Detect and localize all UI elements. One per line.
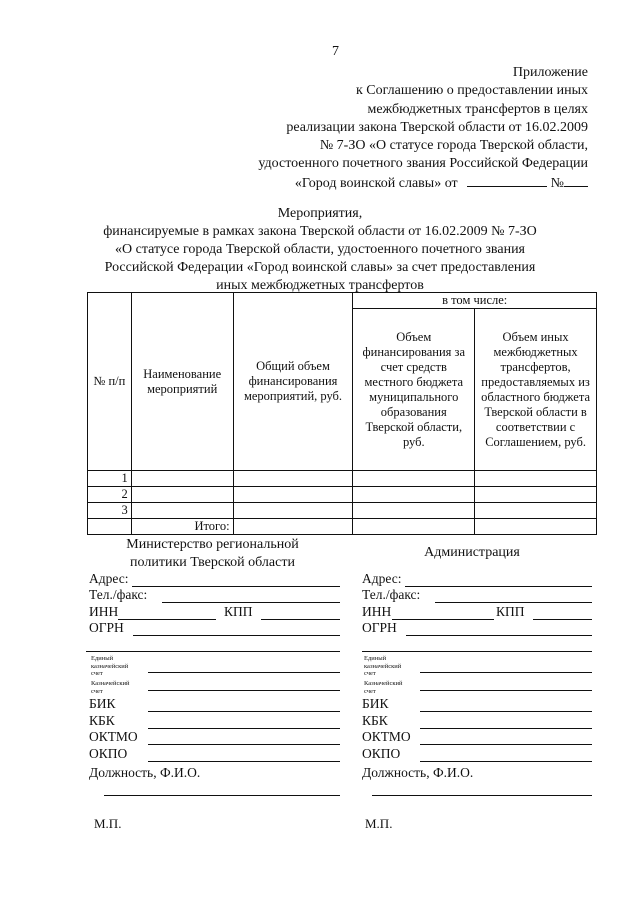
right-kpp-line (533, 619, 592, 620)
title-line: финансируемые в рамках закона Тверской области от 16.02.2009 № 7-ЗО (103, 224, 537, 239)
annex-line: удостоенного почетного звания Российской Федерации (258, 156, 588, 172)
annex-line: № 7-ЗО «О статусе города Тверской области, (319, 138, 588, 154)
ministry-title-line: Министерство региональной (126, 537, 299, 552)
left-tel-label: Тел./факс: (89, 587, 148, 602)
ministry-title (100, 536, 325, 572)
annex-number-label: № (550, 175, 564, 191)
table-cell (131, 503, 233, 519)
left-ogrn-label: ОГРН (89, 620, 124, 635)
left-blank-line (86, 651, 340, 652)
annex-line: Приложение (512, 65, 588, 80)
annex-last-line (258, 174, 588, 193)
annex-date-label: «Город воинской славы» от (294, 175, 458, 191)
left-inn-line (118, 619, 216, 620)
right-address-label: Адрес: (362, 571, 402, 586)
right-position-label: Должность, Ф.И.О. (362, 765, 474, 780)
table-cell (233, 471, 353, 487)
table-cell (131, 487, 233, 503)
small-text: казначейский (364, 662, 402, 670)
small-text: Казначейский (364, 680, 403, 687)
right-bik-line (420, 711, 592, 712)
small-text: Единый (91, 655, 114, 662)
measures-table (87, 292, 597, 535)
left-treasury-account-line (148, 690, 340, 691)
left-okpo-line (148, 761, 340, 762)
annex-line: к Соглашению о предоставлении иных (355, 83, 588, 99)
right-signature-line (372, 795, 592, 796)
table-cell (233, 503, 353, 519)
right-kbk-label: КБК (362, 713, 388, 728)
small-text: счет (91, 670, 103, 677)
table-cell (353, 503, 475, 519)
table-row (88, 503, 597, 519)
small-text: счет (364, 687, 376, 695)
left-okpo-label: ОКПО (89, 746, 128, 761)
right-tel-label: Тел./факс: (362, 587, 421, 602)
page-number: 7 (332, 44, 339, 59)
table-cell (88, 519, 132, 535)
left-kpp-line (261, 619, 340, 620)
right-tel-line (435, 602, 592, 603)
right-okpo-label: ОКПО (362, 746, 401, 761)
number-blank (564, 174, 588, 187)
annex-header (258, 64, 588, 193)
right-inn-line (392, 619, 494, 620)
left-tel-line (162, 602, 340, 603)
table-cell (475, 519, 597, 535)
left-inn-label: ИНН (89, 604, 119, 619)
left-oktmo-label: ОКТМО (89, 729, 138, 744)
document-title (60, 205, 580, 295)
table-total-row (88, 519, 597, 535)
ministry-title-line: политики Тверской области (130, 555, 295, 570)
left-bik-line (148, 711, 340, 712)
left-treasury-account-label (91, 680, 129, 695)
header-including: в том числе: (353, 293, 597, 309)
table-cell (233, 487, 353, 503)
row-number: 2 (88, 487, 132, 503)
left-kpp-label: КПП (224, 604, 253, 619)
right-treasury-account-line (420, 690, 592, 691)
annex-line: реализации закона Тверской области от 16.02.2009 (286, 119, 588, 135)
right-kpp-label: КПП (496, 604, 525, 619)
right-ogrn-line (406, 635, 592, 636)
left-bik-label: БИК (89, 696, 116, 711)
table-cell (353, 471, 475, 487)
title-line: «О статусе города Тверской области, удостоенного почетного звания (115, 242, 525, 257)
annex-line: межбюджетных трансфертов в целях (367, 101, 588, 117)
left-ogrn-line (133, 635, 340, 636)
left-signature-line (104, 795, 340, 796)
small-text: счет (364, 670, 376, 677)
right-bik-label: БИК (362, 696, 389, 711)
right-okpo-line (420, 761, 592, 762)
header-municipal: Объем финансирования за счет средств местного бюджета муниципального образования Тверской области, руб. (353, 309, 475, 471)
table-row (88, 487, 597, 503)
header-name: Наименование мероприятий (131, 293, 233, 471)
title-line: Российской Федерации «Город воинской славы» за счет предоставления (104, 260, 536, 275)
table-row (88, 471, 597, 487)
table-cell (131, 471, 233, 487)
left-address-label: Адрес: (89, 571, 129, 586)
small-text: Единый (364, 655, 387, 662)
right-kbk-line (420, 728, 592, 729)
left-kbk-label: КБК (89, 713, 115, 728)
header-num: № п/п (88, 293, 132, 471)
small-text: счет (91, 687, 103, 695)
left-stamp-label: М.П. (94, 816, 122, 831)
table-cell (475, 503, 597, 519)
row-number: 3 (88, 503, 132, 519)
right-address-line (405, 586, 592, 587)
right-treasury-single-line (420, 672, 592, 673)
administration-title: Администрация (424, 545, 520, 560)
right-blank-line (362, 651, 592, 652)
total-label: Итого: (131, 519, 233, 535)
small-text: казначейский (91, 662, 129, 670)
title-line: Мероприятия, (277, 206, 363, 221)
header-transfers: Объем иных межбюджетных трансфертов, предоставляемых из областного бюджета Тверской области в соответствии с Соглашением, руб. (475, 309, 597, 471)
row-number: 1 (88, 471, 132, 487)
right-inn-label: ИНН (362, 604, 392, 619)
header-total: Общий объем финансирования мероприятий, руб. (233, 293, 353, 471)
title-line: иных межбюджетных трансфертов (216, 278, 424, 293)
right-stamp-label: М.П. (365, 816, 393, 831)
left-treasury-single-line (148, 672, 340, 673)
table-cell (233, 519, 353, 535)
left-treasury-single-label (91, 655, 128, 678)
left-address-line (132, 586, 340, 587)
table-cell (353, 519, 475, 535)
right-oktmo-label: ОКТМО (362, 729, 411, 744)
small-text: Казначейский (91, 680, 130, 687)
left-oktmo-line (148, 744, 340, 745)
date-blank (467, 174, 547, 187)
left-kbk-line (148, 728, 340, 729)
right-ogrn-label: ОГРН (362, 620, 397, 635)
left-position-label: Должность, Ф.И.О. (89, 765, 201, 780)
right-treasury-single-label (364, 655, 401, 678)
table-cell (353, 487, 475, 503)
table-cell (475, 487, 597, 503)
table-cell (475, 471, 597, 487)
right-treasury-account-label (364, 680, 402, 695)
right-oktmo-line (420, 744, 592, 745)
